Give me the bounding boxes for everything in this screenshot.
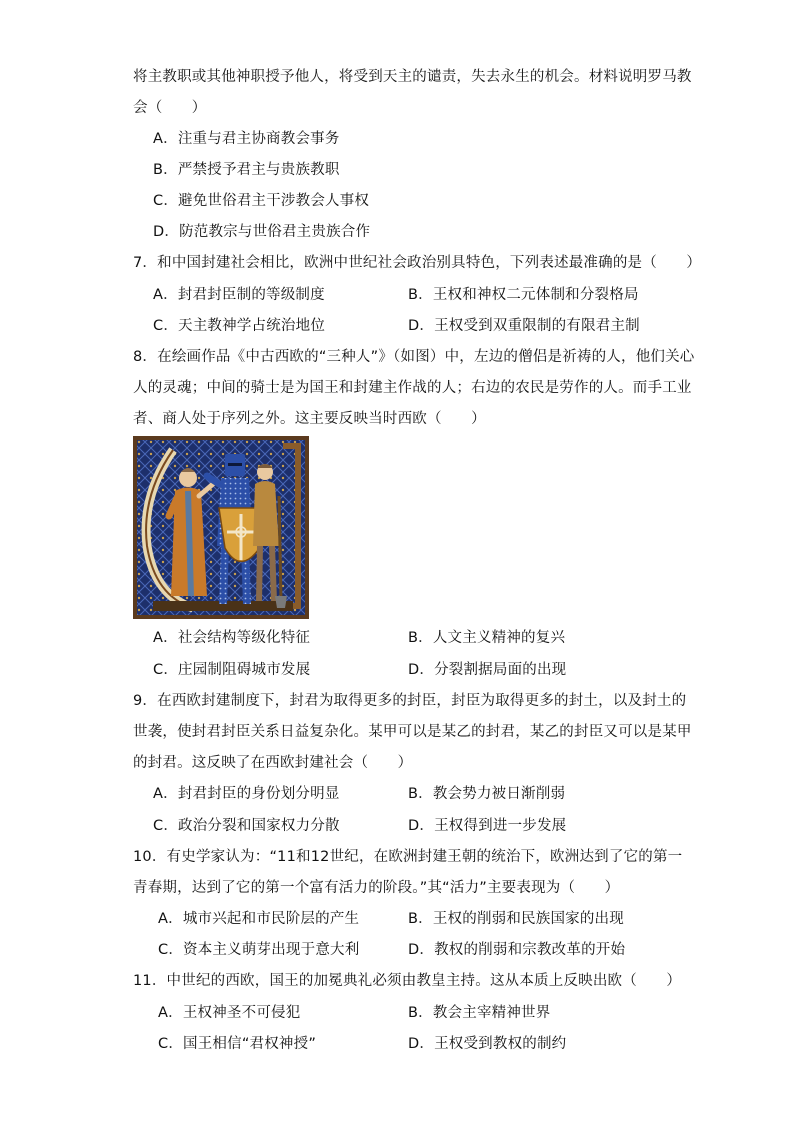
q10-option-b[interactable]: B．王权的削弱和民族国家的出现 — [408, 911, 624, 927]
q10-stem-line-1: 10．有史学家认为：“11和12世纪，在欧洲封建王朝的统治下，欧洲达到了它的第一 — [133, 849, 683, 865]
q11-option-c[interactable]: C．国王相信“君权神授” — [158, 1036, 317, 1052]
q10-option-d[interactable]: D．教权的削弱和宗教改革的开始 — [408, 942, 626, 958]
q11-option-b[interactable]: B．教会主宰精神世界 — [408, 1005, 551, 1021]
q8-option-b[interactable]: B．人文主义精神的复兴 — [408, 630, 566, 646]
q9-stem-line-3: 的封君。这反映了在西欧封建社会（ ） — [133, 755, 413, 771]
q9-option-d[interactable]: D．王权得到进一步发展 — [408, 818, 567, 834]
q6-stem-line-2: 会（ ） — [133, 100, 207, 116]
q10-stem-line-2: 青春期，达到了它的第一个富有活力的阶段。”其“活力”主要表现为（ ） — [133, 880, 620, 896]
q8-option-d[interactable]: D．分裂割据局面的出现 — [408, 662, 567, 678]
q8-option-a[interactable]: A．社会结构等级化特征 — [153, 630, 311, 646]
q10-option-c[interactable]: C．资本主义萌芽出现于意大利 — [158, 942, 360, 958]
three-estates-illustration — [133, 436, 309, 619]
q7-option-d[interactable]: D．王权受到双重限制的有限君主制 — [408, 318, 640, 334]
q9-option-a[interactable]: A．封君封臣的身份划分明显 — [153, 786, 340, 802]
q9-option-c[interactable]: C．政治分裂和国家权力分散 — [153, 818, 340, 834]
q9-stem-line-1: 9．在西欧封建制度下，封君为取得更多的封臣，封臣为取得更多的封土，以及封土的 — [133, 693, 687, 709]
q8-stem-line-2: 人的灵魂；中间的骑士是为国王和封建主作战的人；右边的农民是劳作的人。而手工业 — [133, 380, 692, 396]
q11-option-d[interactable]: D．王权受到教权的制约 — [408, 1036, 567, 1052]
q8-option-c[interactable]: C．庄园制阻碍城市发展 — [153, 662, 311, 678]
q8-stem-line-1: 8．在绘画作品《中古西欧的“三种人”》（如图）中，左边的僧侣是祈祷的人，他们关心 — [133, 349, 695, 365]
q6-option-d[interactable]: D．防范教宗与世俗君主贵族合作 — [153, 224, 371, 240]
q10-option-a[interactable]: A．城市兴起和市民阶层的产生 — [158, 911, 360, 927]
q7-option-a[interactable]: A．封君封臣制的等级制度 — [153, 287, 325, 303]
q6-option-a[interactable]: A．注重与君主协商教会事务 — [153, 131, 340, 147]
q9-stem-line-2: 世袭，使封君封臣关系日益复杂化。某甲可以是某乙的封君，某乙的封臣又可以是某甲 — [133, 724, 692, 740]
q6-option-c[interactable]: C．避免世俗君主干涉教会人事权 — [153, 193, 370, 209]
q7-stem: 7．和中国封建社会相比，欧洲中世纪社会政治别具特色，下列表述最准确的是（ ） — [133, 255, 702, 271]
q9-option-b[interactable]: B．教会势力被日渐削弱 — [408, 786, 566, 802]
q7-option-c[interactable]: C．天主教神学占统治地位 — [153, 318, 326, 334]
q7-option-b[interactable]: B．王权和神权二元体制和分裂格局 — [408, 287, 639, 303]
q8-stem-line-3: 者、商人处于序列之外。这主要反映当时西欧（ ） — [133, 411, 486, 427]
q11-option-a[interactable]: A．王权神圣不可侵犯 — [158, 1005, 301, 1021]
q6-option-b[interactable]: B．严禁授予君主与贵族教职 — [153, 162, 340, 178]
q11-stem: 11．中世纪的西欧，国王的加冕典礼必须由教皇主持。这从本质上反映出欧（ ） — [133, 973, 682, 989]
q6-stem-line-1: 将主教职或其他神职授予他人，将受到天主的谴责，失去永生的机会。材料说明罗马教 — [133, 69, 692, 85]
